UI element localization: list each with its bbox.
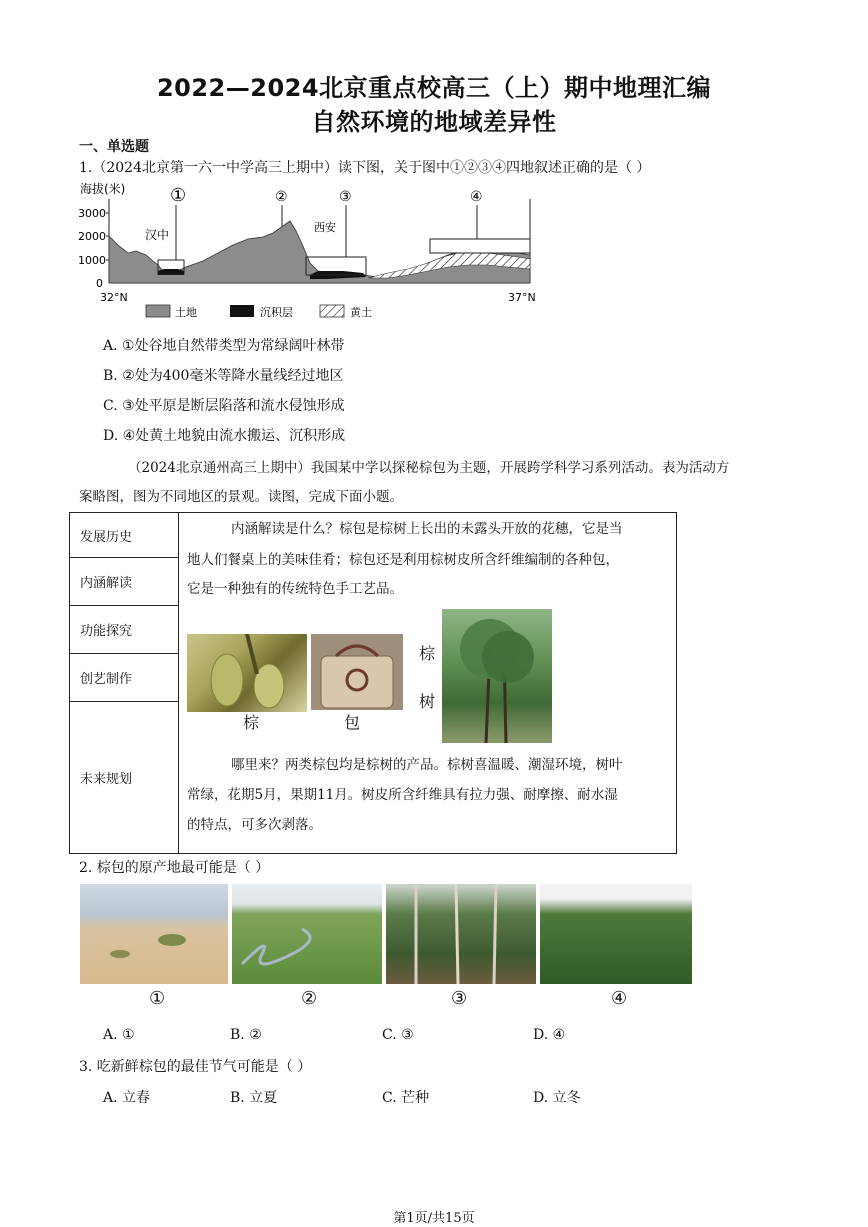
- question-3-stem: 3. 吃新鲜棕包的最佳节气可能是（ ）: [79, 1059, 312, 1075]
- q3-option-b: B. 立夏: [230, 1090, 278, 1106]
- section-heading: 一、单选题: [79, 139, 149, 155]
- landscape-photo-4-rainforest: [540, 884, 692, 984]
- document-title: 2022—2024北京重点校高三（上）期中地理汇编: [156, 74, 712, 102]
- legend-loess-label: 黄土: [350, 306, 372, 319]
- q3-option-d: D. 立冬: [533, 1090, 581, 1106]
- q1-option-c: C. ③处平原是断层陷落和流水侵蚀形成: [103, 398, 345, 414]
- para2-line2: 常绿，花期5月，果期11月。树皮所含纤维具有拉力强、耐摩擦、耐水湿: [187, 787, 618, 803]
- q3-option-a: A. 立春: [103, 1090, 151, 1106]
- photo-palm-flower: [187, 634, 307, 712]
- y-tick-3000: 3000: [78, 207, 106, 220]
- landscape-photo-1-desert: [80, 884, 228, 984]
- content-cell: [179, 513, 677, 854]
- caption-palm-flower: 棕: [243, 713, 260, 732]
- y-tick-2000: 2000: [78, 230, 106, 243]
- photo-label-4: ④: [611, 988, 628, 1009]
- photo-label-2: ②: [301, 988, 318, 1009]
- material-intro-line1: （2024北京通州高三上期中）我国某中学以探秘棕包为主题，开展跨学科学习系列活动。表为活动方: [128, 460, 730, 476]
- landscape-photo-3-forest: [386, 884, 536, 984]
- caption-palm-bag: 包: [344, 713, 361, 732]
- photo-palm-bag: [311, 634, 403, 710]
- landscape-photo-2-wetland: [232, 884, 382, 984]
- marker-4-box: [430, 239, 530, 253]
- para1-line1: 内涵解读是什么？棕包是棕树上长出的未露头开放的花穗，它是当: [231, 521, 623, 537]
- question-2-stem: 2. 棕包的原产地最可能是（ ）: [79, 860, 270, 876]
- legend-loess-swatch: [320, 305, 344, 317]
- caption-palm-tree-1: 棕: [419, 644, 436, 663]
- caption-palm-tree-2: 树: [419, 692, 436, 711]
- y-axis-label: 海拔(米): [80, 182, 126, 196]
- y-tick-1000: 1000: [78, 254, 106, 267]
- para1-line3: 它是一种独有的传统特色手工艺品。: [187, 581, 403, 597]
- marker-1: ①: [170, 185, 187, 206]
- document-subtitle: 自然环境的地域差异性: [311, 108, 557, 136]
- x-label-left: 32°N: [100, 291, 128, 304]
- x-label-right: 37°N: [508, 291, 536, 304]
- q2-option-c: C. ③: [382, 1027, 414, 1043]
- q2-option-b: B. ②: [230, 1027, 262, 1043]
- place-label-hanzhong: 汉中: [145, 228, 170, 242]
- q3-option-c: C. 芒种: [382, 1090, 430, 1106]
- para1-line2: 地人们餐桌上的美味佳肴；棕包还是利用棕树皮所含纤维编制的各种包，: [187, 552, 619, 568]
- q1-option-b: B. ②处为400毫米等降水量线经过地区: [103, 368, 344, 384]
- q1-option-a: A. ①处谷地自然带类型为常绿阔叶林带: [103, 338, 345, 354]
- marker-2: ②: [275, 189, 288, 205]
- para2-line1: 哪里来？两类棕包均是棕树的产品。棕树喜温暖、潮湿环境，树叶: [231, 757, 623, 773]
- page-footer: 第1页/共15页: [393, 1211, 475, 1226]
- elevation-profile-figure: [78, 181, 548, 321]
- material-intro-line2: 案略图，图为不同地区的景观。读图，完成下面小题。: [79, 489, 403, 505]
- row-label-future: 未来规划: [70, 702, 179, 854]
- row-label-meaning: 内涵解读: [70, 558, 179, 606]
- place-label-xian: 西安: [314, 221, 336, 234]
- row-label-creation: 创艺制作: [70, 654, 179, 702]
- photo-palm-tree: [442, 609, 552, 743]
- legend-sediment-label: 沉积层: [260, 306, 293, 319]
- q2-option-a: A. ①: [103, 1027, 135, 1043]
- legend-land-swatch: [146, 305, 170, 317]
- row-label-function: 功能探究: [70, 606, 179, 654]
- row-label-history: 发展历史: [70, 513, 179, 558]
- activity-plan-table: [69, 512, 677, 854]
- photo-label-3: ③: [451, 988, 468, 1009]
- photo-label-1: ①: [149, 988, 166, 1009]
- q1-option-d: D. ④处黄土地貌由流水搬运、沉积形成: [103, 428, 346, 444]
- legend-sediment-swatch: [230, 305, 254, 317]
- q2-option-d: D. ④: [533, 1027, 566, 1043]
- marker-3: ③: [339, 189, 352, 205]
- y-tick-0: 0: [96, 277, 103, 290]
- legend-land-label: 土地: [175, 306, 197, 319]
- marker-4: ④: [470, 189, 483, 205]
- question-1-stem: 1.（2024北京第一六一中学高三上期中）读下图，关于图中①②③④四地叙述正确的是（ ）: [79, 160, 651, 176]
- elevation-profile-svg: [78, 181, 548, 321]
- para2-line3: 的特点，可多次剥落。: [187, 817, 322, 833]
